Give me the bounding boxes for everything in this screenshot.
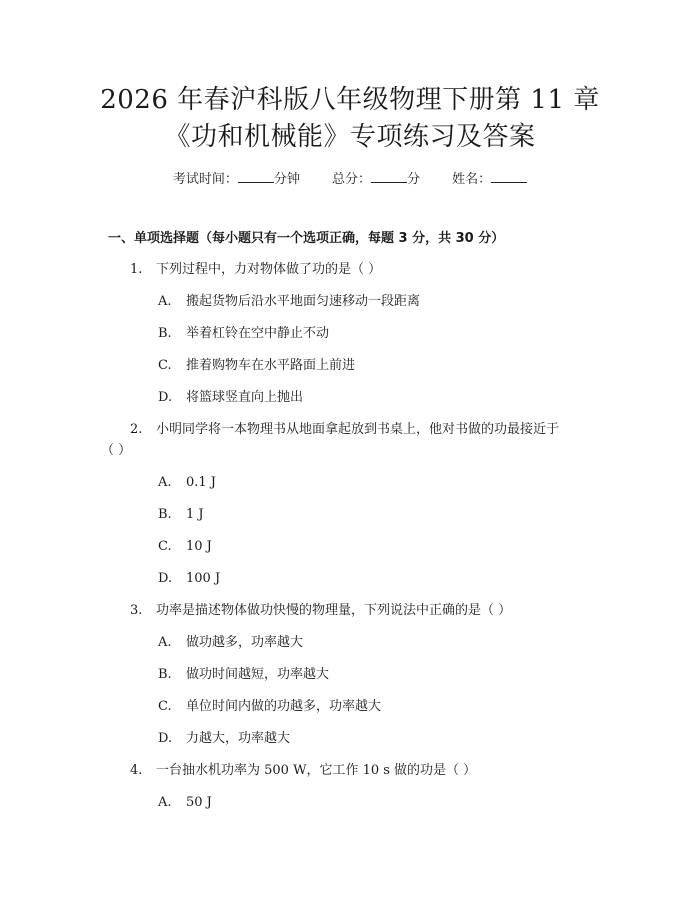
exam-info-row: [0, 170, 700, 186]
exam-time-blank: [238, 170, 274, 183]
question-2-option-c: [158, 540, 212, 553]
option-text: 将篮球竖直向上抛出: [186, 390, 304, 405]
question-2-option-d: [158, 572, 220, 585]
option-text: 推着购物车在水平路面上前进: [186, 358, 356, 373]
option-label: A.: [158, 294, 172, 309]
total-score-field: [332, 172, 424, 187]
total-score-unit: 分: [407, 172, 421, 187]
option-label: D.: [158, 390, 173, 405]
option-label: C.: [158, 539, 172, 554]
question-1: [130, 263, 381, 276]
option-text: 0.1 J: [186, 475, 217, 490]
option-text: 1 J: [186, 507, 204, 522]
option-text: 50 J: [186, 795, 212, 810]
question-3-option-a: [158, 636, 303, 649]
option-text: 做功越多，功率越大: [186, 635, 304, 650]
section-heading: 一、单项选择题（每小题只有一个选项正确，每题 3 分，共 30 分）: [108, 231, 505, 246]
option-label: B.: [158, 326, 172, 341]
page-title-line1: 2026 年春沪科版八年级物理下册第 11 章: [100, 85, 600, 115]
question-2-option-a: [158, 476, 216, 489]
option-text: 做功时间越短，功率越大: [186, 667, 330, 682]
question-2: [130, 423, 559, 436]
option-label: A.: [158, 475, 172, 490]
question-text: 功率是描述物体做功快慢的物理量，下列说法中正确的是（ ）: [156, 603, 512, 618]
question-3-option-d: [158, 732, 290, 745]
question-3-option-c: [158, 700, 381, 713]
question-1-option-a: [158, 295, 420, 308]
total-score-label: 总分：: [331, 172, 371, 187]
question-text: 下列过程中，力对物体做了功的是（ ）: [156, 262, 382, 277]
question-2-option-b: [158, 508, 204, 521]
question-number: 2.: [130, 422, 143, 437]
option-label: C.: [158, 699, 172, 714]
question-3: [130, 604, 511, 617]
page-title-line2: 《功和机械能》专项练习及答案: [164, 122, 536, 152]
question-1-option-c: [158, 359, 355, 372]
name-label: 姓名：: [452, 172, 492, 187]
exam-time-unit: 分钟: [273, 172, 300, 187]
question-number: 4.: [130, 763, 143, 778]
question-number: 1.: [130, 262, 143, 277]
question-1-option-d: [158, 391, 303, 404]
option-label: D.: [158, 571, 173, 586]
option-text: 举着杠铃在空中静止不动: [186, 326, 330, 341]
option-text: 10 J: [186, 539, 212, 554]
question-1-option-b: [158, 327, 329, 340]
exam-time-field: [173, 172, 304, 187]
option-text: 单位时间内做的功越多，功率越大: [186, 699, 382, 714]
question-text: 小明同学将一本物理书从地面拿起放到书桌上，他对书做的功最接近于: [156, 422, 560, 437]
option-label: A.: [158, 795, 172, 810]
question-3-option-b: [158, 668, 329, 681]
question-4-option-a: [158, 796, 212, 809]
name-field: [452, 172, 527, 187]
name-blank: [491, 170, 527, 183]
option-label: D.: [158, 731, 173, 746]
option-label: C.: [158, 358, 172, 373]
question-text: 一台抽水机功率为 500 W，它工作 10 s 做的功是（ ）: [156, 763, 477, 778]
question-number: 3.: [130, 603, 143, 618]
option-label: B.: [158, 667, 172, 682]
option-label: A.: [158, 635, 172, 650]
question-2-continuation: （ ）: [101, 443, 132, 458]
option-text: 力越大，功率越大: [186, 731, 291, 746]
question-4: [130, 764, 476, 777]
total-score-blank: [371, 170, 407, 183]
option-text: 100 J: [186, 571, 221, 586]
option-label: B.: [158, 507, 172, 522]
exam-time-label: 考试时间：: [172, 172, 238, 187]
option-text: 搬起货物后沿水平地面匀速移动一段距离: [186, 294, 421, 309]
